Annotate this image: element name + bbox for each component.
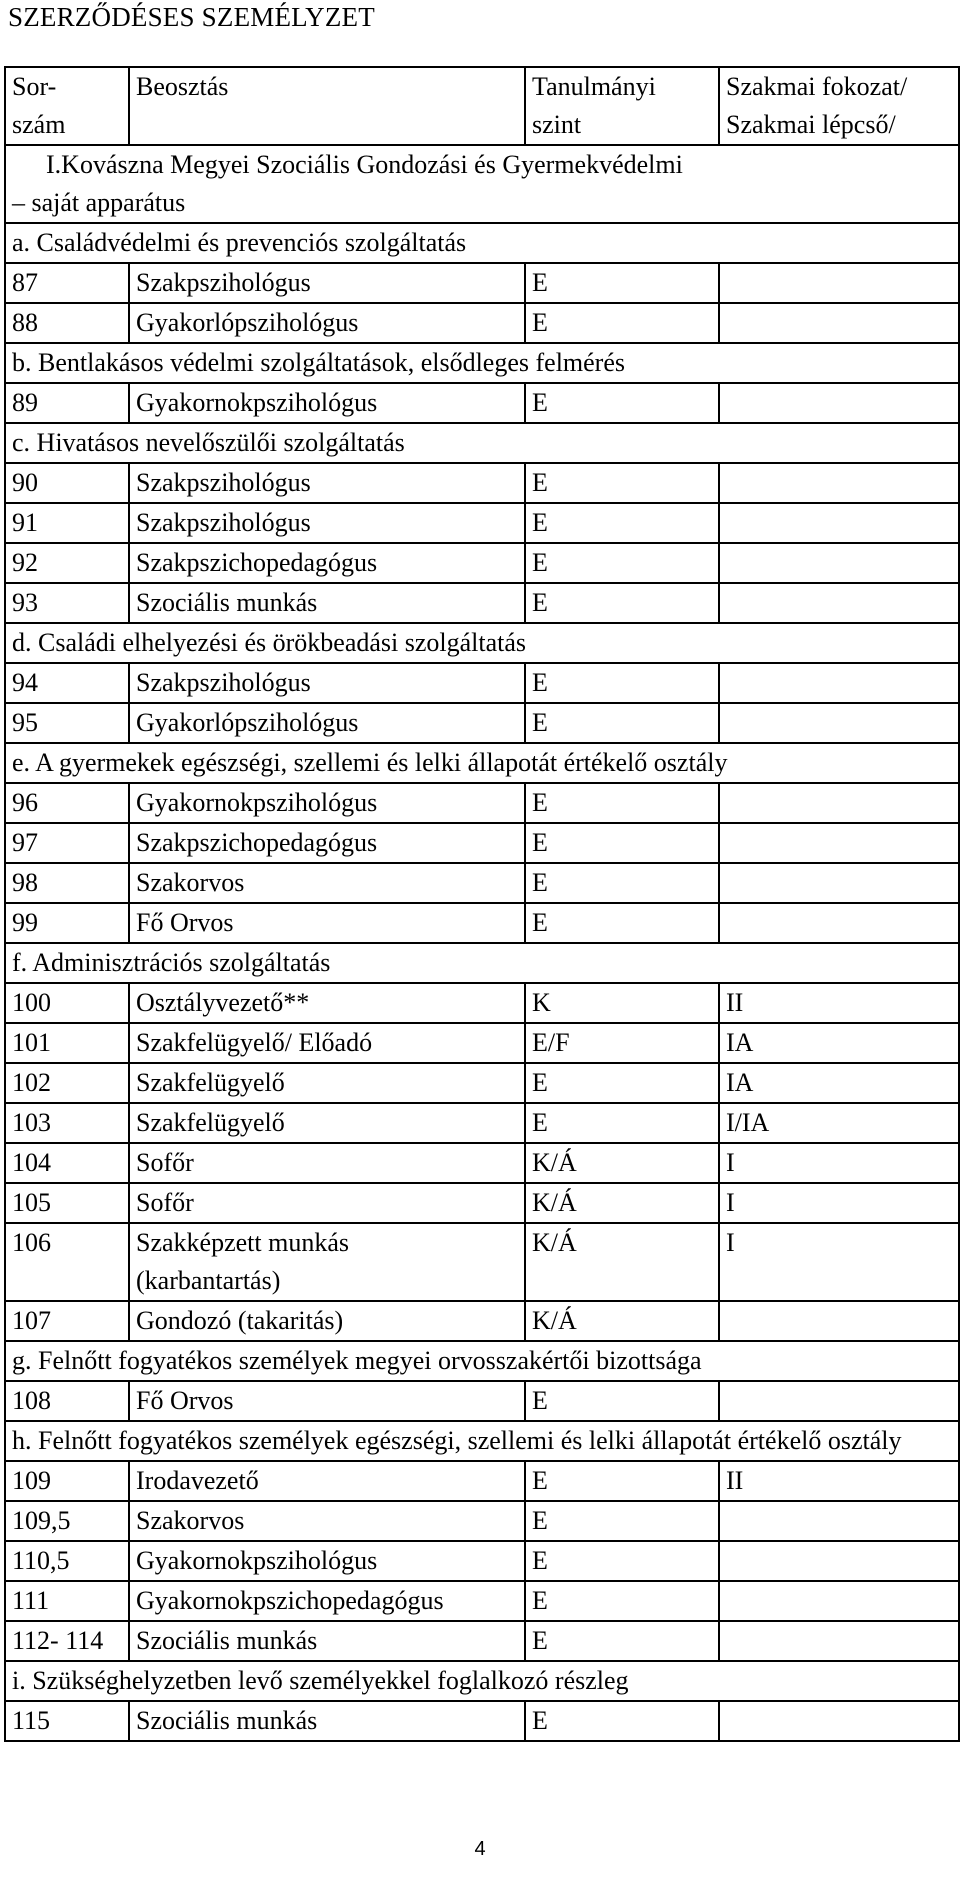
header-serial-number [5, 67, 129, 145]
grade-cell [719, 1301, 959, 1341]
header-grade-line-1: Szakmai fokozat/ [726, 72, 908, 101]
section-title: i. Szükséghelyzetben levő személyekkel foglalkozó részleg [5, 1661, 959, 1701]
serial-number-cell: 107 [5, 1301, 129, 1341]
grade-cell: IA [719, 1023, 959, 1063]
section-title: d. Családi elhelyezési és örökbeadási szolgáltatás [5, 623, 959, 663]
grade-cell [719, 783, 959, 823]
position-cell: Gyakornokpszihológus [129, 383, 525, 423]
institution-name [5, 145, 959, 223]
institution-row [5, 145, 959, 223]
grade-cell [719, 583, 959, 623]
education-level-cell: E [525, 583, 719, 623]
section-row [5, 1341, 959, 1381]
education-level-cell: E [525, 1621, 719, 1661]
education-level-cell: E/F [525, 1023, 719, 1063]
header-education-line-2: szint [532, 110, 582, 139]
position-cell: Gyakorlópszihológus [129, 703, 525, 743]
table-row [5, 463, 959, 503]
table-row [5, 823, 959, 863]
education-level-cell: E [525, 783, 719, 823]
position-cell: Fő Orvos [129, 1381, 525, 1421]
serial-number-cell: 93 [5, 583, 129, 623]
table-row [5, 383, 959, 423]
table-row [5, 983, 959, 1023]
table-row [5, 783, 959, 823]
education-level-cell: E [525, 463, 719, 503]
grade-cell [719, 303, 959, 343]
section-title: b. Bentlakásos védelmi szolgáltatások, elsődleges felmérés [5, 343, 959, 383]
grade-cell [719, 1701, 959, 1741]
header-professional-grade [719, 67, 959, 145]
table-row [5, 863, 959, 903]
education-level-cell: K/Á [525, 1143, 719, 1183]
position-cell: Szakfelügyelő/ Előadó [129, 1023, 525, 1063]
section-title: g. Felnőtt fogyatékos személyek megyei orvosszakértői bizottsága [5, 1341, 959, 1381]
serial-number-cell: 99 [5, 903, 129, 943]
education-level-cell: E [525, 823, 719, 863]
serial-number-cell: 89 [5, 383, 129, 423]
serial-number-cell: 98 [5, 863, 129, 903]
serial-number-cell: 111 [5, 1581, 129, 1621]
position-cell: Gyakornokpszichopedagógus [129, 1581, 525, 1621]
serial-number-cell: 104 [5, 1143, 129, 1183]
section-row [5, 223, 959, 263]
table-row [5, 1023, 959, 1063]
table-row [5, 263, 959, 303]
section-row [5, 1661, 959, 1701]
position-cell: Szakfelügyelő [129, 1063, 525, 1103]
education-level-cell: E [525, 1063, 719, 1103]
serial-number-cell: 108 [5, 1381, 129, 1421]
education-level-cell: E [525, 1103, 719, 1143]
education-level-cell: E [525, 1701, 719, 1741]
serial-number-cell: 88 [5, 303, 129, 343]
table-row [5, 583, 959, 623]
section-row [5, 423, 959, 463]
serial-number-cell: 91 [5, 503, 129, 543]
grade-cell: II [719, 983, 959, 1023]
position-cell: Szakpszihológus [129, 503, 525, 543]
serial-number-cell: 101 [5, 1023, 129, 1063]
grade-cell [719, 1581, 959, 1621]
section-title: a. Családvédelmi és prevenciós szolgáltatás [5, 223, 959, 263]
position-cell: Gyakorlópszihológus [129, 303, 525, 343]
grade-cell: I/IA [719, 1103, 959, 1143]
education-level-cell: K [525, 983, 719, 1023]
table-row [5, 543, 959, 583]
serial-number-cell: 97 [5, 823, 129, 863]
position-cell: Szakpszichopedagógus [129, 823, 525, 863]
grade-cell: II [719, 1461, 959, 1501]
header-grade-line-2: Szakmai lépcső/ [726, 110, 896, 139]
serial-number-cell: 110,5 [5, 1541, 129, 1581]
section-row [5, 1421, 959, 1461]
serial-number-cell: 87 [5, 263, 129, 303]
education-level-cell: E [525, 543, 719, 583]
serial-number-cell: 102 [5, 1063, 129, 1103]
serial-number-cell: 106 [5, 1223, 129, 1301]
education-level-cell: K/Á [525, 1301, 719, 1341]
institution-line-2: – saját apparátus [12, 188, 186, 217]
position-cell: Szakfelügyelő [129, 1103, 525, 1143]
education-level-cell: E [525, 1461, 719, 1501]
grade-cell [719, 1621, 959, 1661]
position-cell: Osztályvezető** [129, 983, 525, 1023]
grade-cell: IA [719, 1063, 959, 1103]
grade-cell [719, 663, 959, 703]
table-row [5, 1501, 959, 1541]
position-cell: Szakorvos [129, 863, 525, 903]
serial-number-cell: 92 [5, 543, 129, 583]
position-cell: Szakpszihológus [129, 663, 525, 703]
header-serial-line-2: szám [12, 110, 66, 139]
table-row [5, 1621, 959, 1661]
position-cell: Gondozó (takaritás) [129, 1301, 525, 1341]
header-serial-line-1: Sor- [12, 72, 57, 101]
position-cell: Szociális munkás [129, 1701, 525, 1741]
serial-number-cell: 115 [5, 1701, 129, 1741]
serial-number-cell: 95 [5, 703, 129, 743]
serial-number-cell: 112- 114 [5, 1621, 129, 1661]
table-row [5, 1183, 959, 1223]
education-level-cell: E [525, 1541, 719, 1581]
grade-cell [719, 903, 959, 943]
grade-cell [719, 463, 959, 503]
table-row [5, 1103, 959, 1143]
section-row [5, 623, 959, 663]
table-row [5, 703, 959, 743]
section-row [5, 743, 959, 783]
education-level-cell: E [525, 383, 719, 423]
table-row [5, 1701, 959, 1741]
table-row [5, 503, 959, 543]
document-title: SZERZŐDÉSES SZEMÉLYZET [8, 2, 375, 32]
grade-cell [719, 1501, 959, 1541]
serial-number-cell: 90 [5, 463, 129, 503]
grade-cell: I [719, 1143, 959, 1183]
education-level-cell: E [525, 903, 719, 943]
grade-cell [719, 383, 959, 423]
grade-cell [719, 263, 959, 303]
position-cell: Gyakornokpszihológus [129, 783, 525, 823]
position-cell: Sofőr [129, 1183, 525, 1223]
institution-number: I. [46, 150, 62, 179]
table-row [5, 1581, 959, 1621]
section-row [5, 343, 959, 383]
grade-cell: I [719, 1223, 959, 1301]
serial-number-cell: 94 [5, 663, 129, 703]
table-row [5, 303, 959, 343]
staff-table [4, 66, 960, 1742]
grade-cell [719, 703, 959, 743]
serial-number-cell: 109,5 [5, 1501, 129, 1541]
position-cell: Fő Orvos [129, 903, 525, 943]
position-cell: Gyakornokpszihológus [129, 1541, 525, 1581]
grade-cell [719, 543, 959, 583]
grade-cell [719, 863, 959, 903]
education-level-cell: K/Á [525, 1183, 719, 1223]
table-row [5, 1143, 959, 1183]
grade-cell [719, 1381, 959, 1421]
table-row [5, 1223, 959, 1301]
grade-cell: I [719, 1183, 959, 1223]
page-number: 4 [474, 1838, 486, 1860]
position-cell: Sofőr [129, 1143, 525, 1183]
education-level-cell: E [525, 863, 719, 903]
table-row [5, 1063, 959, 1103]
education-level-cell: E [525, 1381, 719, 1421]
serial-number-cell: 96 [5, 783, 129, 823]
table-row [5, 1301, 959, 1341]
serial-number-cell: 105 [5, 1183, 129, 1223]
position-cell: Szakképzett munkás (karbantartás) [129, 1223, 525, 1301]
table-row [5, 1461, 959, 1501]
section-title: e. A gyermekek egészségi, szellemi és lelki állapotát értékelő osztály [5, 743, 959, 783]
header-education-level [525, 67, 719, 145]
education-level-cell: K/Á [525, 1223, 719, 1301]
serial-number-cell: 103 [5, 1103, 129, 1143]
position-cell: Szakpszihológus [129, 263, 525, 303]
serial-number-cell: 109 [5, 1461, 129, 1501]
header-education-line-1: Tanulmányi [532, 72, 656, 101]
education-level-cell: E [525, 263, 719, 303]
position-cell: Szociális munkás [129, 583, 525, 623]
institution-line-1: Kovászna Megyei Szociális Gondozási és Gyermekvédelmi [61, 150, 683, 179]
grade-cell [719, 823, 959, 863]
education-level-cell: E [525, 663, 719, 703]
section-row [5, 943, 959, 983]
serial-number-cell: 100 [5, 983, 129, 1023]
table-row [5, 1381, 959, 1421]
position-cell: Szociális munkás [129, 1621, 525, 1661]
education-level-cell: E [525, 1581, 719, 1621]
table-header-row [5, 67, 959, 145]
section-title: f. Adminisztrációs szolgáltatás [5, 943, 959, 983]
education-level-cell: E [525, 503, 719, 543]
position-cell: Szakorvos [129, 1501, 525, 1541]
education-level-cell: E [525, 303, 719, 343]
education-level-cell: E [525, 703, 719, 743]
table-row [5, 1541, 959, 1581]
position-cell: Szakpszihológus [129, 463, 525, 503]
education-level-cell: E [525, 1501, 719, 1541]
header-position: Beosztás [129, 67, 525, 145]
table-row [5, 663, 959, 703]
grade-cell [719, 503, 959, 543]
position-cell: Irodavezető [129, 1461, 525, 1501]
position-cell: Szakpszichopedagógus [129, 543, 525, 583]
grade-cell [719, 1541, 959, 1581]
section-title: c. Hivatásos nevelőszülői szolgáltatás [5, 423, 959, 463]
section-title: h. Felnőtt fogyatékos személyek egészségi, szellemi és lelki állapotát értékelő osztály [5, 1421, 959, 1461]
table-row [5, 903, 959, 943]
